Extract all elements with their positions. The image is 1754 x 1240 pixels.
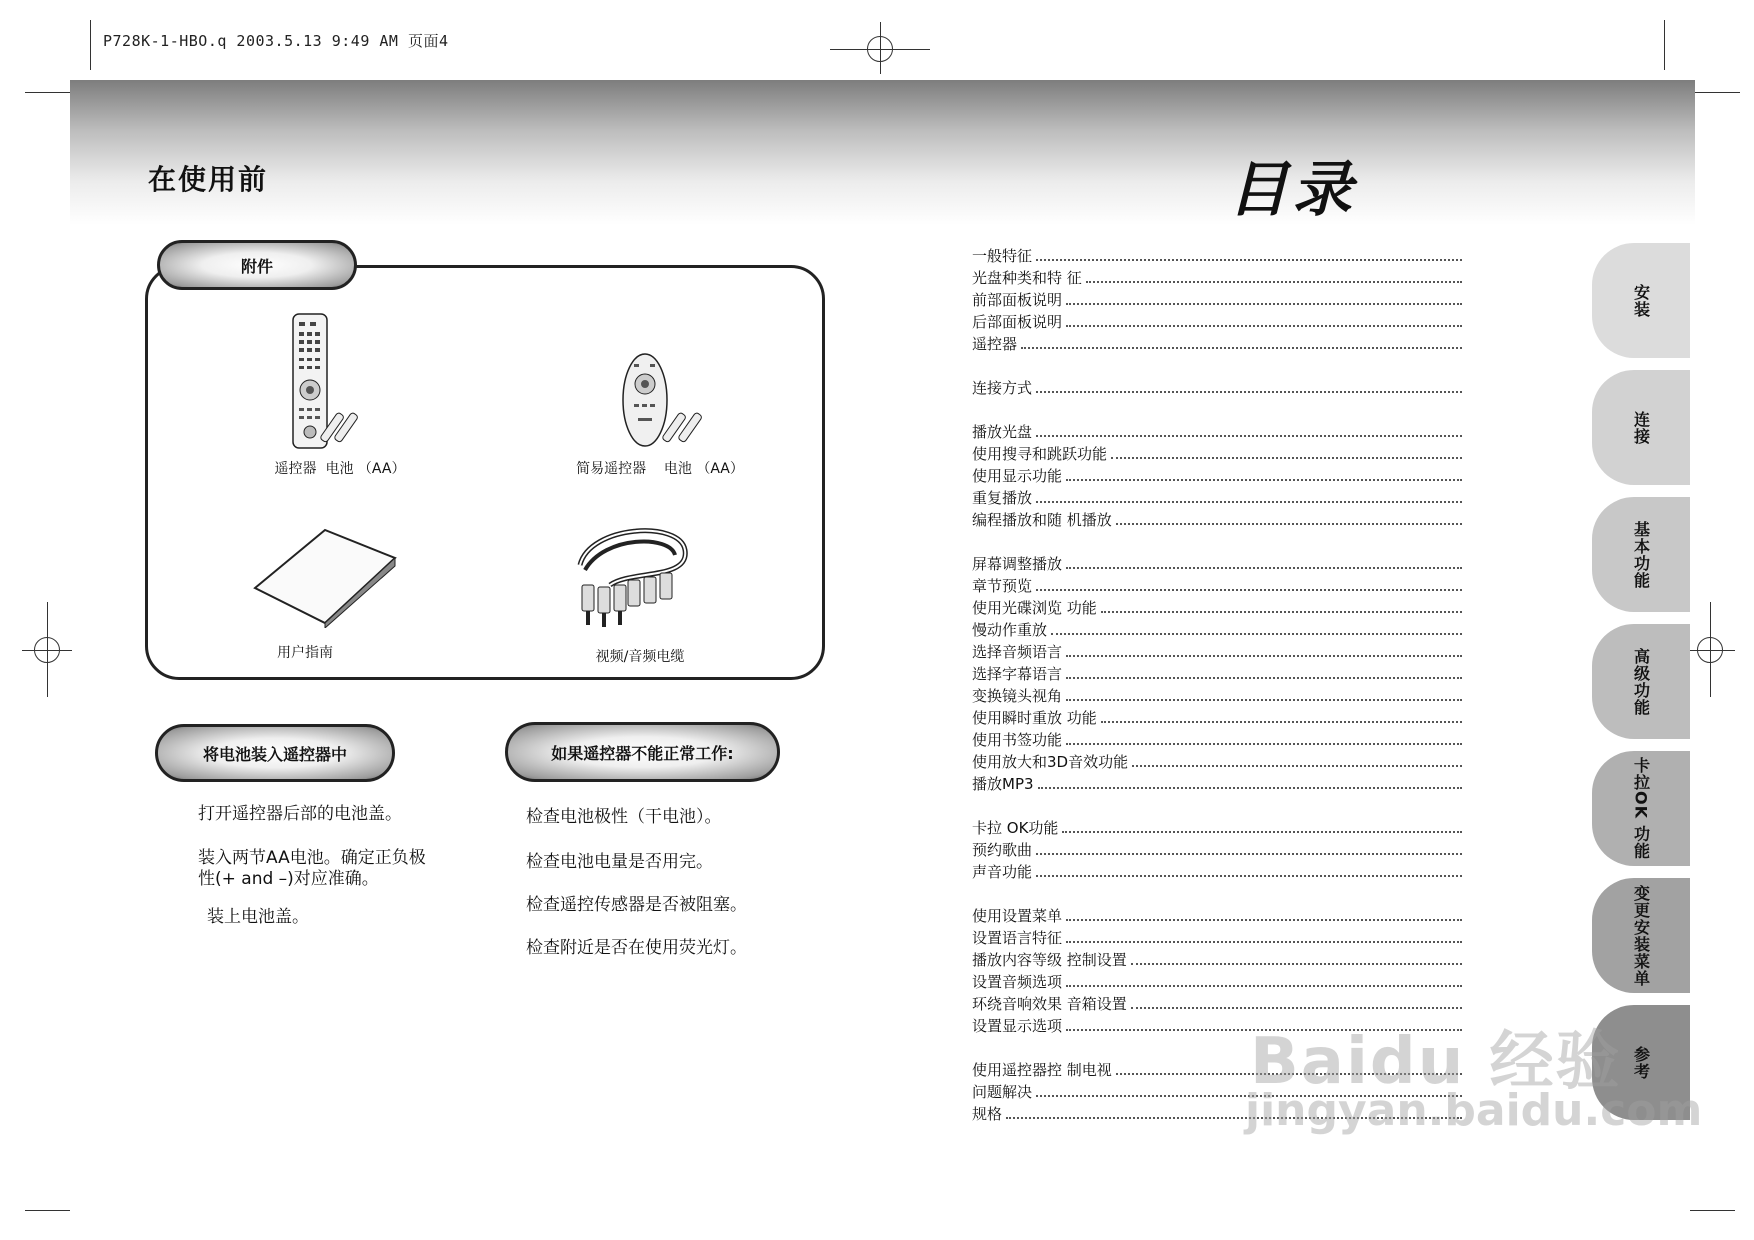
side-tab[interactable] [1592,370,1690,485]
toc-entry-label: 设置显示选项 [972,1017,1063,1035]
toc-entry-label: 章节预览 [972,577,1033,595]
toc-leader-dots [1066,655,1462,657]
watermark-url: jingyan.baidu.com [1245,1085,1703,1136]
user-guide-image [250,528,400,628]
side-tab-label: 安装 [1631,283,1651,318]
side-tab-label: 连接 [1631,410,1651,445]
battery-step-2-cont: 性(+ and –)对应准确。 [198,869,379,889]
toc-entry[interactable] [972,948,1462,970]
toc-leader-dots [1062,831,1462,833]
av-cable-image [570,525,700,635]
side-tab-label: 参考 [1631,1045,1651,1080]
toc-entry[interactable] [972,244,1462,266]
toc-leader-dots [1111,457,1462,459]
toc-leader-dots [1131,1007,1462,1009]
toc-entry[interactable] [972,750,1462,772]
toc-leader-dots [1066,325,1462,327]
toc-entry-label: 使用书签功能 [972,731,1063,749]
toc-entry-label: 前部面板说明 [972,291,1063,309]
toc-entry-label: 使用光碟浏览 功能 [972,599,1097,617]
toc-leader-dots [1036,259,1462,261]
toc-entry[interactable] [972,464,1462,486]
toc-leader-dots [1116,523,1462,525]
battery-step-2: 装入两节AA电池。确定正负极 [198,848,426,868]
toc-entry-label: 声音功能 [972,863,1033,881]
toc-leader-dots [1066,567,1462,569]
toc-entry[interactable] [972,552,1462,574]
side-tab[interactable] [1592,243,1690,358]
battery-step-3: 装上电池盖。 [207,907,309,927]
toc-entry[interactable] [972,332,1462,354]
toc-entry[interactable] [972,706,1462,728]
check-2: 检查电池电量是否用完。 [526,852,713,872]
toc-entry[interactable] [972,860,1462,882]
caption-av-cable: 视频/音频电缆 [595,649,685,665]
toc-leader-dots [1066,985,1462,987]
side-tab[interactable] [1592,878,1690,993]
toc-entry-label: 问题解决 [972,1083,1033,1101]
caption-remote: 遥控器 电池 （AA） [274,461,406,477]
toc-entry-label: 设置音频选项 [972,973,1063,991]
toc-leader-dots [1066,303,1462,305]
toc-entry[interactable] [972,596,1462,618]
toc-entry[interactable] [972,772,1462,794]
toc-entry[interactable] [972,618,1462,640]
watermark-logo: Baidu 经验 [1250,1025,1622,1099]
toc-entry-label: 连接方式 [972,379,1033,397]
toc-entry-label: 使用放大和3D音效功能 [972,753,1129,771]
toc-entry[interactable] [972,310,1462,332]
toc-leader-dots [1066,677,1462,679]
toc-leader-dots [1036,853,1462,855]
toc-group-gap [972,530,1462,552]
accessories-label: 附件 [157,240,357,290]
toc-leader-dots [1021,347,1462,349]
toc-entry[interactable] [972,816,1462,838]
caption-user-guide: 用户指南 [277,645,333,661]
check-1: 检查电池极性（干电池）。 [526,807,722,827]
toc-entry-label: 预约歌曲 [972,841,1033,859]
toc-leader-dots [1066,699,1462,701]
toc-leader-dots [1132,765,1462,767]
check-3: 检查遥控传感器是否被阻塞。 [526,895,747,915]
toc-entry[interactable] [972,486,1462,508]
toc-leader-dots [1036,501,1462,503]
troubleshoot-section-label: 如果遥控器不能正常工作: [505,722,780,782]
toc-entry[interactable] [972,442,1462,464]
toc-leader-dots [1036,435,1462,437]
toc-leader-dots [1066,479,1462,481]
toc-entry-label: 环绕音响效果 音箱设置 [972,995,1127,1013]
toc-entry-label: 播放内容等级 控制设置 [972,951,1127,969]
toc-leader-dots [1066,743,1462,745]
toc-leader-dots [1038,787,1462,789]
toc-leader-dots [1086,281,1462,283]
toc-leader-dots [1131,963,1462,965]
toc-entry-label: 编程播放和随 机播放 [972,511,1112,529]
toc-entry-label: 卡拉 OK功能 [972,819,1059,837]
side-tab-label: 基本功能 [1631,520,1651,589]
print-header: P728K-1-HBO.q 2003.5.13 9:49 AM 页面4 [103,32,449,50]
toc-leader-dots [1036,589,1462,591]
header-band [70,80,1695,225]
toc-group-gap [972,794,1462,816]
toc-entry[interactable] [972,508,1462,530]
toc-entry[interactable] [972,926,1462,948]
toc-leader-dots [1101,611,1462,613]
side-tab[interactable] [1592,624,1690,739]
toc-group-gap [972,354,1462,376]
toc-entry-label: 使用显示功能 [972,467,1063,485]
side-tab-label: 变更安装菜单 [1631,884,1651,987]
remote-control-image [290,312,380,452]
toc-entry[interactable] [972,420,1462,442]
toc-entry-label: 重复播放 [972,489,1033,507]
page-title-toc: 目录 [1228,155,1356,225]
toc-entry[interactable] [972,376,1462,398]
toc-entry-label: 播放MP3 [972,775,1034,793]
caption-simple-remote: 简易遥控器 电池 （AA） [576,461,744,477]
toc-leader-dots [1036,391,1462,393]
side-tab[interactable] [1592,497,1690,612]
toc-entry-label: 变换镜头视角 [972,687,1063,705]
toc-entry-label: 使用设置菜单 [972,907,1063,925]
toc-entry-label: 后部面板说明 [972,313,1063,331]
toc-entry-label: 使用遥控器控 制电视 [972,1061,1112,1079]
toc-entry-label: 遥控器 [972,335,1018,353]
toc-leader-dots [1066,941,1462,943]
battery-step-1: 打开遥控器后部的电池盖。 [198,804,402,824]
toc-entry-label: 使用搜寻和跳跃功能 [972,445,1108,463]
toc-entry-label: 使用瞬时重放 功能 [972,709,1097,727]
simple-remote-image [620,352,720,452]
check-4: 检查附近是否在使用荧光灯。 [526,938,747,958]
toc-leader-dots [1101,721,1462,723]
toc-leader-dots [1036,875,1462,877]
side-tab-label: 卡拉OK 功能 [1631,757,1651,860]
toc-entry-label: 播放光盘 [972,423,1033,441]
toc-entry-label: 规格 [972,1105,1003,1123]
toc-entry-label: 屏幕调整播放 [972,555,1063,573]
toc-entry[interactable] [972,904,1462,926]
toc-entry-label: 设置语言特征 [972,929,1063,947]
toc-entry-label: 慢动作重放 [972,621,1048,639]
toc-entry-label: 选择音频语言 [972,643,1063,661]
toc-entry[interactable] [972,640,1462,662]
toc-group-gap [972,882,1462,904]
side-tab[interactable] [1592,751,1690,866]
toc-leader-dots [1066,919,1462,921]
toc-group-gap [972,398,1462,420]
toc-entry[interactable] [972,266,1462,288]
toc-entry[interactable] [972,574,1462,596]
side-tab-label: 高级功能 [1631,647,1651,716]
toc-entry-label: 选择字幕语言 [972,665,1063,683]
toc-entry[interactable] [972,728,1462,750]
page-title-left: 在使用前 [148,163,269,196]
toc-entry[interactable] [972,662,1462,684]
table-of-contents [972,244,1462,1124]
toc-entry[interactable] [972,288,1462,310]
toc-entry[interactable] [972,684,1462,706]
toc-entry[interactable] [972,838,1462,860]
toc-leader-dots [1051,633,1462,635]
toc-entry-label: 一般特征 [972,247,1033,265]
toc-entry-label: 光盘种类和特 征 [972,269,1082,287]
battery-section-label: 将电池装入遥控器中 [155,724,395,782]
toc-entry[interactable] [972,970,1462,992]
